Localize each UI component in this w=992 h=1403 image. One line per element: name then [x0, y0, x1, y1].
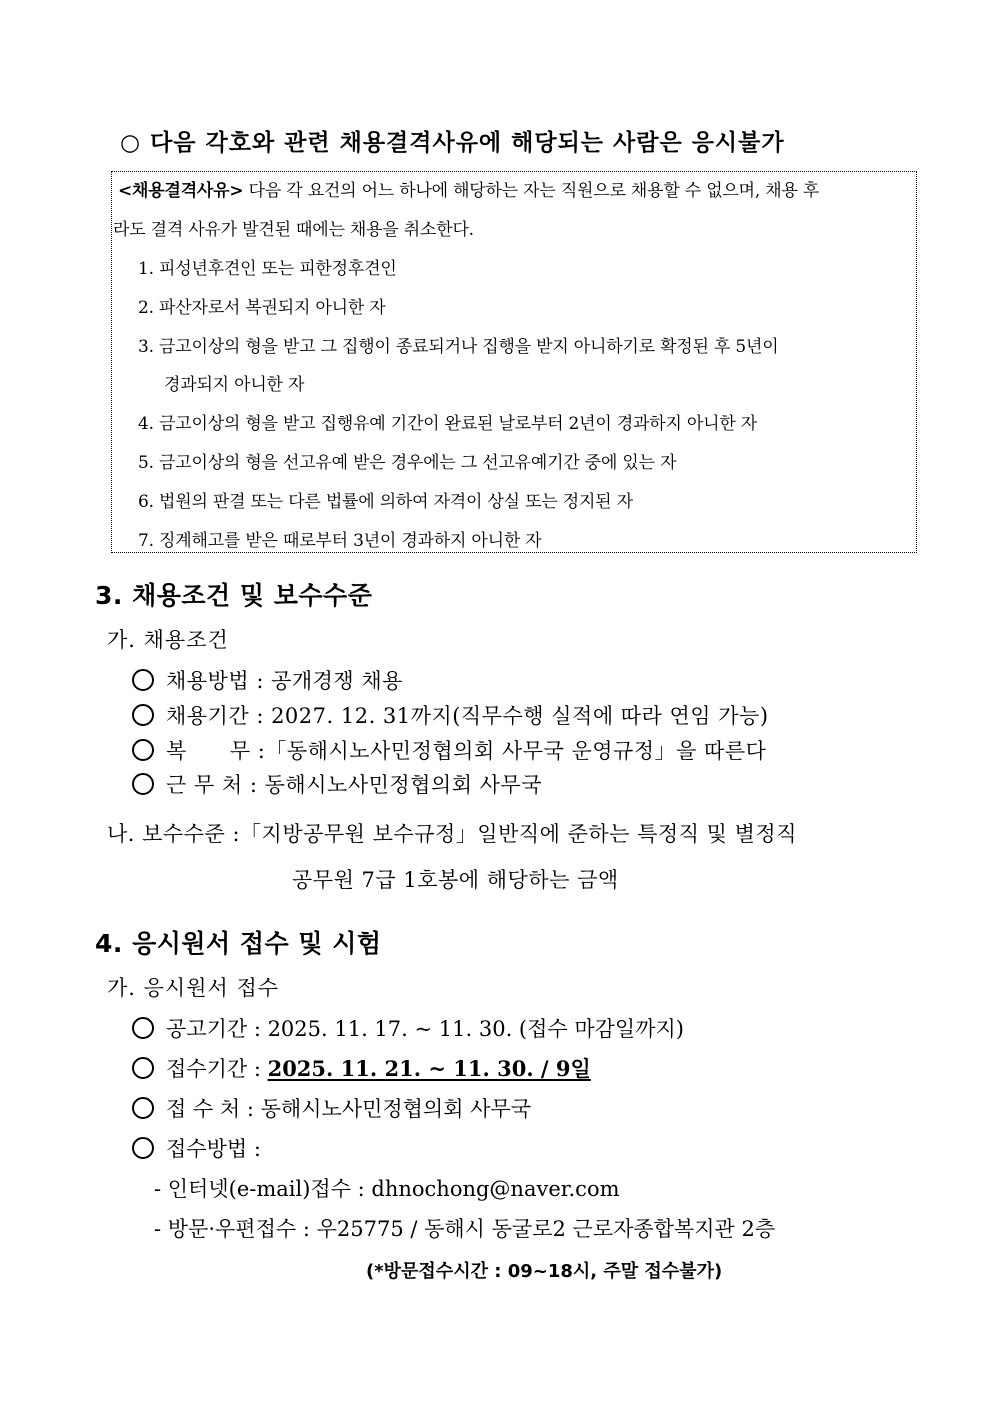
pay-level: 나. 보수수준 :「지방공무원 보수규정」일반직에 준하는 특정직 및 별정직 — [107, 822, 797, 846]
notice-period — [132, 1013, 684, 1043]
receipt-period-value: 2025. 11. 21. ~ 11. 30. / 9일 — [267, 1056, 591, 1081]
circle-bullet-icon — [132, 1137, 154, 1159]
circle-bullet-icon — [132, 1017, 154, 1039]
list-item: 2. 파산자로서 복권되지 아니한 자 — [138, 298, 386, 318]
internet-receipt: - 인터넷(e-mail)접수 : dhnochong@naver.com — [154, 1177, 620, 1201]
receipt-place — [132, 1093, 531, 1123]
list-item: 1. 피성년후견인 또는 피한정후견인 — [138, 259, 397, 279]
employment-method-text: 채용방법 : 공개경쟁 채용 — [166, 669, 403, 693]
notice-title: ○ 다음 각호와 관련 채용결격사유에 해당되는 사람은 응시불가 — [120, 130, 785, 156]
pay-level-continued: 공무원 7급 1호봉에 해당하는 금액 — [292, 868, 619, 892]
section4-title: 4. 응시원서 접수 및 시험 — [95, 929, 382, 958]
circle-bullet-icon — [132, 739, 154, 761]
service-rule — [132, 735, 766, 765]
employment-method — [132, 665, 403, 695]
circle-bullet-icon — [132, 1097, 154, 1119]
box-tag: <채용결격사유> — [118, 181, 244, 201]
receipt-method — [132, 1133, 261, 1163]
box-intro-line2: 라도 결격 사유가 발견된 때에는 채용을 취소한다. — [113, 220, 474, 240]
receipt-place-text: 접 수 처 : 동해시노사민정협의회 사무국 — [166, 1097, 532, 1121]
section3-sub-a: 가. 채용조건 — [107, 628, 229, 652]
service-rule-text: 복 무 :「동해시노사민정협의회 사무국 운영규정」을 따른다 — [166, 739, 767, 763]
circle-bullet-icon — [132, 773, 154, 795]
list-item: 7. 징계해고를 받은 때로부터 3년이 경과하지 아니한 자 — [138, 531, 542, 551]
section4-sub-a: 가. 응시원서 접수 — [107, 976, 280, 1000]
receipt-method-label: 접수방법 : — [166, 1137, 261, 1161]
list-item: 5. 금고이상의 형을 선고유예 받은 경우에는 그 선고유예기간 중에 있는 자 — [138, 453, 677, 473]
box-intro-line1 — [118, 176, 819, 201]
workplace-text: 근 무 처 : 동해시노사민정협의회 사무국 — [166, 773, 543, 797]
box-intro-text: 다음 각 요건의 어느 하나에 해당하는 자는 직원으로 채용할 수 없으며, 채용 후 — [243, 181, 820, 201]
list-item: 3. 금고이상의 형을 받고 그 집행이 종료되거나 집행을 받지 아니하기로 확정된 후 5년이 — [138, 337, 779, 357]
receipt-period-label: 접수기간 : — [166, 1057, 268, 1081]
receipt-period — [132, 1053, 591, 1083]
employment-period-text: 채용기간 : 2027. 12. 31까지(직무수행 실적에 따라 연임 가능) — [166, 704, 769, 728]
circle-bullet-icon — [132, 669, 154, 691]
notice-period-text: 공고기간 : 2025. 11. 17. ~ 11. 30. (접수 마감일까지) — [166, 1017, 684, 1041]
circle-bullet-icon — [132, 704, 154, 726]
workplace — [132, 769, 542, 799]
employment-period — [132, 700, 769, 730]
list-item-continued: 경과되지 아니한 자 — [164, 375, 305, 395]
visit-hours-note: (*방문접수시간 : 09~18시, 주말 접수불가) — [366, 1261, 723, 1282]
list-item: 6. 법원의 판결 또는 다른 법률에 의하여 자격이 상실 또는 정지된 자 — [138, 492, 633, 512]
visit-receipt: - 방문·우편접수 : 우25775 / 동해시 동굴로2 근로자종합복지관 2층 — [154, 1217, 776, 1241]
circle-bullet-icon — [132, 1057, 154, 1079]
section3-title: 3. 채용조건 및 보수수준 — [95, 581, 373, 610]
list-item: 4. 금고이상의 형을 받고 집행유예 기간이 완료된 날로부터 2년이 경과하지 아니한 자 — [138, 414, 758, 434]
